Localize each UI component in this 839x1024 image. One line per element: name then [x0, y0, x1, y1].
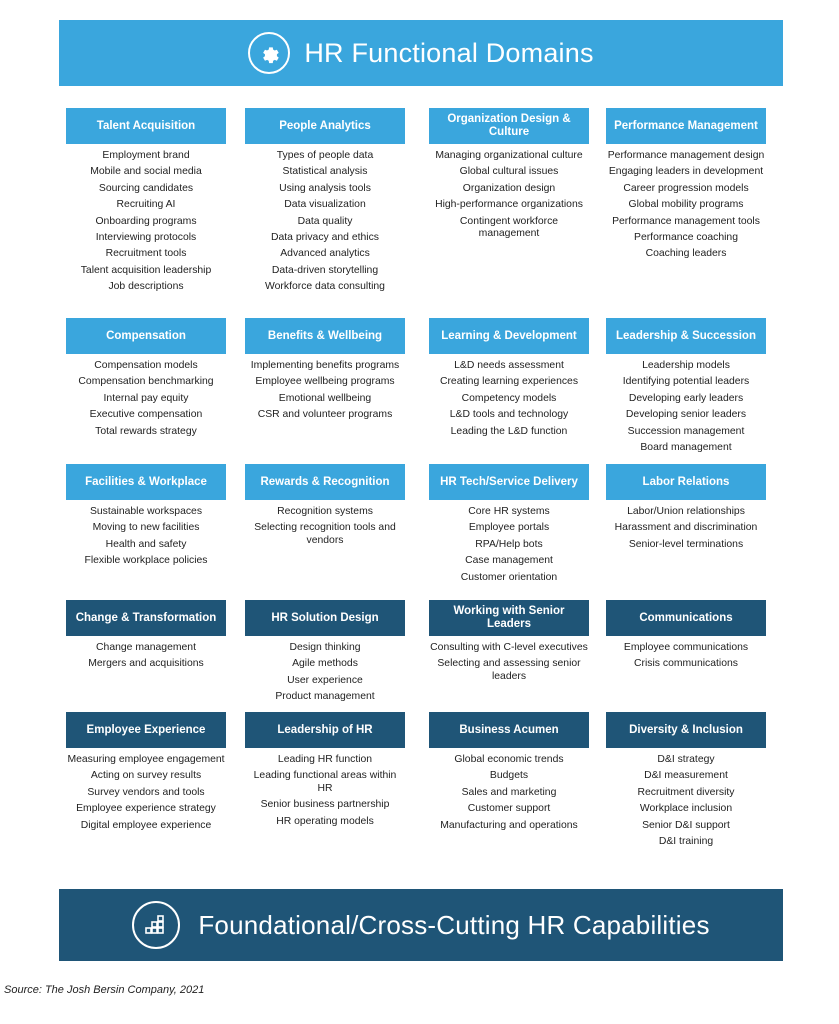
domain-item: Digital employee experience	[80, 819, 212, 831]
domain-item: User experience	[287, 674, 363, 686]
domain-item: Compensation benchmarking	[78, 376, 214, 388]
domain-item: Managing organizational culture	[435, 150, 583, 161]
domain-item-list	[66, 360, 226, 438]
domain-item: Senior business partnership	[260, 799, 390, 811]
domain-item: Employment brand	[102, 150, 190, 161]
domain-rewards-and-recognition	[245, 464, 405, 551]
header-banner	[59, 20, 783, 86]
domain-item: Recruitment tools	[105, 248, 187, 260]
domain-performance-management	[606, 108, 766, 265]
domain-item: Emotional wellbeing	[278, 392, 372, 404]
domain-item: Internal pay equity	[103, 392, 189, 404]
domain-item: L&D tools and technology	[449, 409, 569, 421]
domain-item: Labor/Union relationships	[627, 506, 745, 517]
domain-item: Employee wellbeing programs	[255, 376, 395, 388]
domain-item: Global mobility programs	[628, 199, 744, 211]
domain-item: Statistical analysis	[282, 166, 368, 178]
domain-header: Business Acumen	[429, 712, 589, 748]
domain-item: Engaging leaders in development	[608, 166, 764, 178]
domain-header: Facilities & Workplace	[66, 464, 226, 500]
gear-icon	[248, 32, 290, 74]
domain-item: Recruitment diversity	[637, 786, 735, 798]
domain-item: Performance management tools	[612, 215, 760, 227]
domain-item: Leading functional areas within HR	[253, 770, 397, 794]
domain-item: Survey vendors and tools	[87, 786, 205, 798]
domain-item-list	[245, 506, 405, 547]
domain-working-with-senior-leaders	[429, 600, 589, 687]
domain-item: Selecting recognition tools and vendors	[254, 522, 396, 546]
domain-item: Global economic trends	[454, 754, 564, 765]
domain-header: Learning & Development	[429, 318, 589, 354]
domain-item: D&I training	[658, 836, 714, 848]
domain-item-list	[66, 642, 226, 671]
domain-leadership-and-succession	[606, 318, 766, 458]
domain-item-list	[429, 506, 589, 584]
domain-item: Workforce data consulting	[265, 281, 385, 293]
domain-item: Manufacturing and operations	[440, 819, 578, 831]
domain-learning-and-development	[429, 318, 589, 442]
domain-item: Onboarding programs	[95, 215, 197, 227]
domain-header: HR Solution Design	[245, 600, 405, 636]
domain-item: Mobile and social media	[90, 166, 202, 178]
domain-header: Leadership of HR	[245, 712, 405, 748]
domain-item-list	[606, 506, 766, 551]
domain-item-list	[606, 754, 766, 848]
domain-item: Developing senior leaders	[625, 409, 747, 421]
domain-item: Recognition systems	[277, 506, 373, 517]
domain-item: Selecting and assessing senior leaders	[437, 658, 581, 682]
domain-item: Health and safety	[105, 538, 187, 550]
domain-employee-experience	[66, 712, 226, 836]
domain-header: Labor Relations	[606, 464, 766, 500]
domain-item: HR operating models	[276, 815, 374, 827]
domain-item: Talent acquisition leadership	[80, 264, 212, 276]
domain-header: Rewards & Recognition	[245, 464, 405, 500]
domain-item: Core HR systems	[468, 506, 550, 517]
domain-item: Identifying potential leaders	[622, 376, 750, 388]
domain-item: Flexible workplace policies	[84, 555, 208, 567]
domain-item: Customer support	[467, 803, 551, 815]
domain-item: Sustainable workspaces	[89, 506, 203, 517]
domain-item: Interviewing protocols	[95, 232, 197, 244]
domain-item-list	[66, 506, 226, 568]
domain-item: D&I strategy	[657, 754, 715, 765]
domain-item: High-performance organizations	[435, 199, 583, 211]
domain-header: Leadership & Succession	[606, 318, 766, 354]
domain-item: Executive compensation	[89, 409, 203, 421]
domain-item: CSR and volunteer programs	[257, 409, 393, 421]
domain-item: Employee communications	[623, 642, 749, 653]
domain-item: Crisis communications	[634, 658, 738, 670]
domain-item: Data-driven storytelling	[271, 264, 379, 276]
domain-facilities-and-workplace	[66, 464, 226, 572]
domain-item: Recruiting AI	[116, 199, 176, 211]
domain-item: Change management	[96, 642, 196, 653]
domain-communications	[606, 600, 766, 675]
domain-header: Communications	[606, 600, 766, 636]
domain-item: Sales and marketing	[461, 786, 557, 798]
domain-header: Organization Design & Culture	[429, 108, 589, 144]
domain-people-analytics	[245, 108, 405, 298]
domain-item: D&I measurement	[644, 770, 728, 782]
domain-organization-design-and-culture	[429, 108, 589, 244]
domain-item: Sourcing candidates	[98, 182, 194, 194]
domain-item-list	[245, 150, 405, 294]
domain-item: Leading the L&D function	[450, 425, 568, 437]
domain-item: Design thinking	[289, 642, 361, 653]
domain-item-list	[66, 754, 226, 832]
domain-item: Competency models	[461, 392, 557, 404]
domain-item: Leading HR function	[277, 754, 373, 765]
domain-item: Compensation models	[94, 360, 198, 371]
domain-item: Employee portals	[468, 522, 550, 534]
domain-change-and-transformation	[66, 600, 226, 675]
domain-item: Creating learning experiences	[439, 376, 579, 388]
domain-item: Organization design	[462, 182, 556, 194]
domain-item-list	[606, 360, 766, 454]
domain-item: Developing early leaders	[628, 392, 744, 404]
domain-item: Advanced analytics	[280, 248, 370, 260]
domain-item: Consulting with C-level executives	[430, 642, 588, 653]
domain-item: Leadership models	[642, 360, 730, 371]
domain-item: Contingent workforce management	[459, 215, 559, 240]
domain-header: Diversity & Inclusion	[606, 712, 766, 748]
domain-item-list	[429, 360, 589, 438]
domain-item: Data privacy and ethics	[270, 232, 379, 244]
building-blocks-icon	[132, 901, 180, 949]
domain-item: RPA/Help bots	[475, 538, 543, 550]
domain-item-list	[429, 642, 589, 683]
domain-talent-acquisition	[66, 108, 226, 298]
domain-item: Workplace inclusion	[639, 803, 733, 815]
domain-item: L&D needs assessment	[454, 360, 564, 371]
domain-item: Total rewards strategy	[95, 425, 197, 437]
domain-item: Board management	[640, 442, 732, 454]
domain-item: Senior D&I support	[642, 819, 730, 831]
domain-item: Succession management	[627, 425, 745, 437]
domain-item: Harassment and discrimination	[614, 522, 758, 534]
domain-header: Performance Management	[606, 108, 766, 144]
domain-item: Budgets	[489, 770, 529, 782]
domain-hr-solution-design	[245, 600, 405, 708]
domain-item: Performance coaching	[634, 232, 738, 244]
domain-item-list	[606, 642, 766, 671]
domain-item: Measuring employee engagement	[67, 754, 225, 765]
domain-header: Employee Experience	[66, 712, 226, 748]
domain-item-list	[245, 642, 405, 704]
domain-item: Product management	[275, 691, 375, 703]
domain-header: Change & Transformation	[66, 600, 226, 636]
domain-header: People Analytics	[245, 108, 405, 144]
domain-item: Job descriptions	[108, 281, 184, 293]
domain-item-list	[606, 150, 766, 261]
domain-item: Employee experience strategy	[76, 803, 216, 815]
domain-item: Performance management design	[607, 150, 765, 161]
domain-item: Coaching leaders	[645, 248, 727, 260]
domain-item: Agile methods	[292, 658, 358, 670]
domain-header: Talent Acquisition	[66, 108, 226, 144]
domain-leadership-of-hr	[245, 712, 405, 832]
source-note: Source: The Josh Bersin Company, 2021	[4, 984, 205, 996]
domain-item: Acting on survey results	[90, 770, 202, 782]
domain-item: Global cultural issues	[459, 166, 559, 178]
domain-item: Data quality	[297, 215, 353, 227]
domain-item: Senior-level terminations	[628, 538, 744, 550]
domain-item: Implementing benefits programs	[250, 360, 400, 371]
footer-banner	[59, 889, 783, 961]
page-title: HR Functional Domains	[304, 37, 594, 68]
domain-header: Benefits & Wellbeing	[245, 318, 405, 354]
domain-header: HR Tech/Service Delivery	[429, 464, 589, 500]
domain-item-list	[429, 150, 589, 240]
domain-item: Moving to new facilities	[92, 522, 200, 534]
domain-labor-relations	[606, 464, 766, 555]
domain-item-list	[429, 754, 589, 832]
domain-item: Career progression models	[623, 182, 749, 194]
domain-diversity-and-inclusion	[606, 712, 766, 852]
domain-item-list	[245, 754, 405, 828]
domain-item: Customer orientation	[460, 571, 558, 583]
domain-item-list	[245, 360, 405, 422]
domain-compensation	[66, 318, 226, 442]
domain-item-list	[66, 150, 226, 294]
domain-item: Types of people data	[276, 150, 374, 161]
domain-business-acumen	[429, 712, 589, 836]
domain-header: Compensation	[66, 318, 226, 354]
domain-header: Working with Senior Leaders	[429, 600, 589, 636]
footer-title: Foundational/Cross-Cutting HR Capabilities	[198, 909, 710, 940]
domain-item: Using analysis tools	[279, 182, 371, 194]
domain-benefits-and-wellbeing	[245, 318, 405, 426]
domain-item: Data visualization	[284, 199, 366, 211]
domain-item: Case management	[465, 555, 553, 567]
domain-item: Mergers and acquisitions	[88, 658, 204, 670]
domain-hr-tech-service-delivery	[429, 464, 589, 588]
